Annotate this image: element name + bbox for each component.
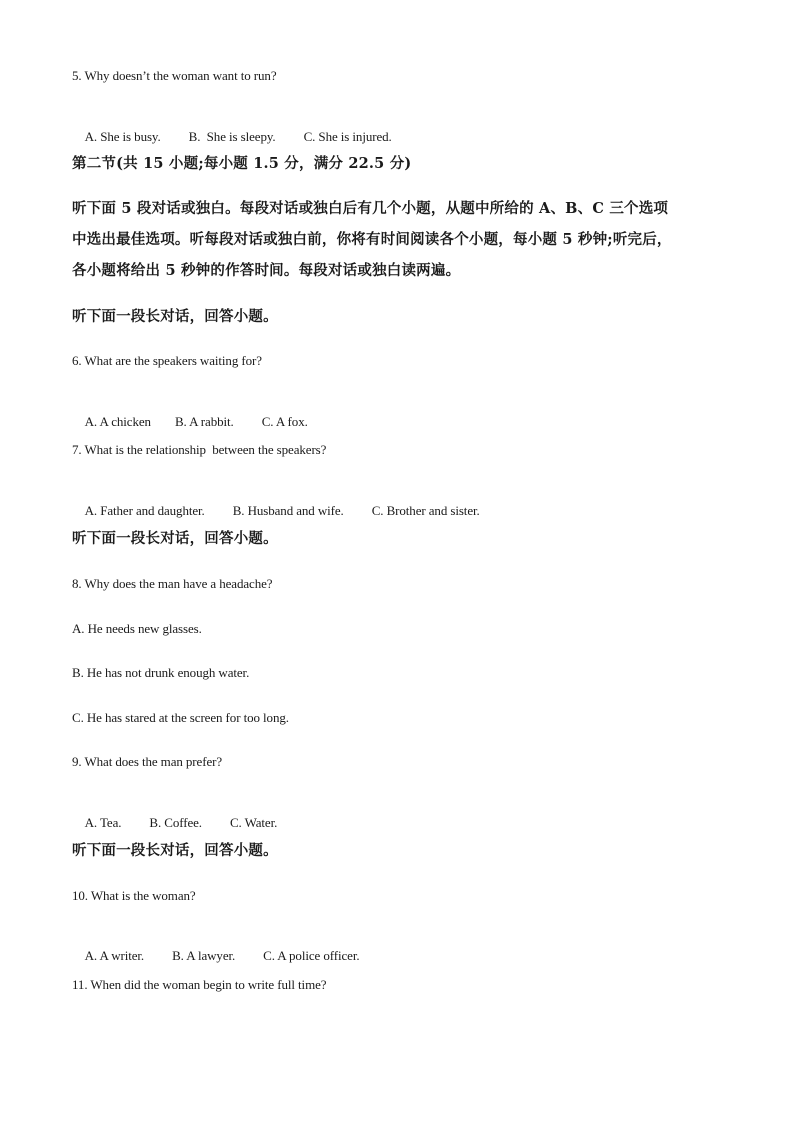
option-b: B. Husband and wife.: [232, 503, 344, 518]
question-7-options: [72, 487, 480, 535]
question-10: 10. What is the woman?: [72, 888, 196, 903]
option-a: A. Tea.: [84, 815, 122, 830]
option-c: C. Brother and sister.: [371, 503, 480, 518]
question-6: 6. What are the speakers waiting for?: [72, 353, 262, 368]
question-8-option-a: A. He needs new glasses.: [72, 621, 202, 636]
question-8-option-b: B. He has not drunk enough water.: [72, 665, 250, 680]
option-c: C. She is injured.: [303, 129, 392, 144]
option-c: C. A fox.: [261, 414, 308, 429]
option-c: C. Water.: [229, 815, 278, 830]
option-b: B. Coffee.: [149, 815, 202, 830]
instructions-line-2: 中选出最佳选项。听每段对话或独白前，你将有时间阅读各个小题，每小题 5 秒钟;听完后，: [72, 231, 672, 248]
option-b: B. She is sleepy.: [188, 129, 276, 144]
question-7: 7. What is the relationship between the speakers?: [72, 442, 327, 457]
question-5-options: [72, 113, 392, 161]
dialog-2-heading: 听下面一段长对话，回答小题。: [72, 530, 278, 547]
option-a: A. She is busy.: [84, 129, 161, 144]
option-a: A. A chicken: [84, 414, 151, 429]
instructions-line-3: 各小题将给出 5 秒钟的作答时间。每段对话或独白读两遍。: [72, 262, 461, 279]
question-10-options: [72, 932, 359, 980]
question-9: 9. What does the man prefer?: [72, 754, 223, 769]
option-b: B. A lawyer.: [172, 948, 236, 963]
option-c: C. A police officer.: [263, 948, 360, 963]
option-b: B. A rabbit.: [174, 414, 234, 429]
dialog-1-heading: 听下面一段长对话，回答小题。: [72, 308, 278, 325]
question-9-options: [72, 799, 277, 847]
question-8-option-c: C. He has stared at the screen for too long.: [72, 710, 289, 725]
option-a: A. Father and daughter.: [84, 503, 205, 518]
section-heading: 第二节(共 15 小题;每小题 1.5 分，满分 22.5 分): [72, 155, 412, 172]
instructions-line-1: 听下面 5 段对话或独白。每段对话或独白后有几个小题，从题中所给的 A、B、C 三个选项: [72, 200, 669, 217]
question-8: 8. Why does the man have a headache?: [72, 576, 273, 591]
dialog-3-heading: 听下面一段长对话，回答小题。: [72, 842, 278, 859]
question-6-options: [72, 398, 308, 446]
question-5: 5. Why doesn’t the woman want to run?: [72, 68, 277, 83]
option-a: A. A writer.: [84, 948, 145, 963]
question-11: 11. When did the woman begin to write full time?: [72, 977, 327, 992]
